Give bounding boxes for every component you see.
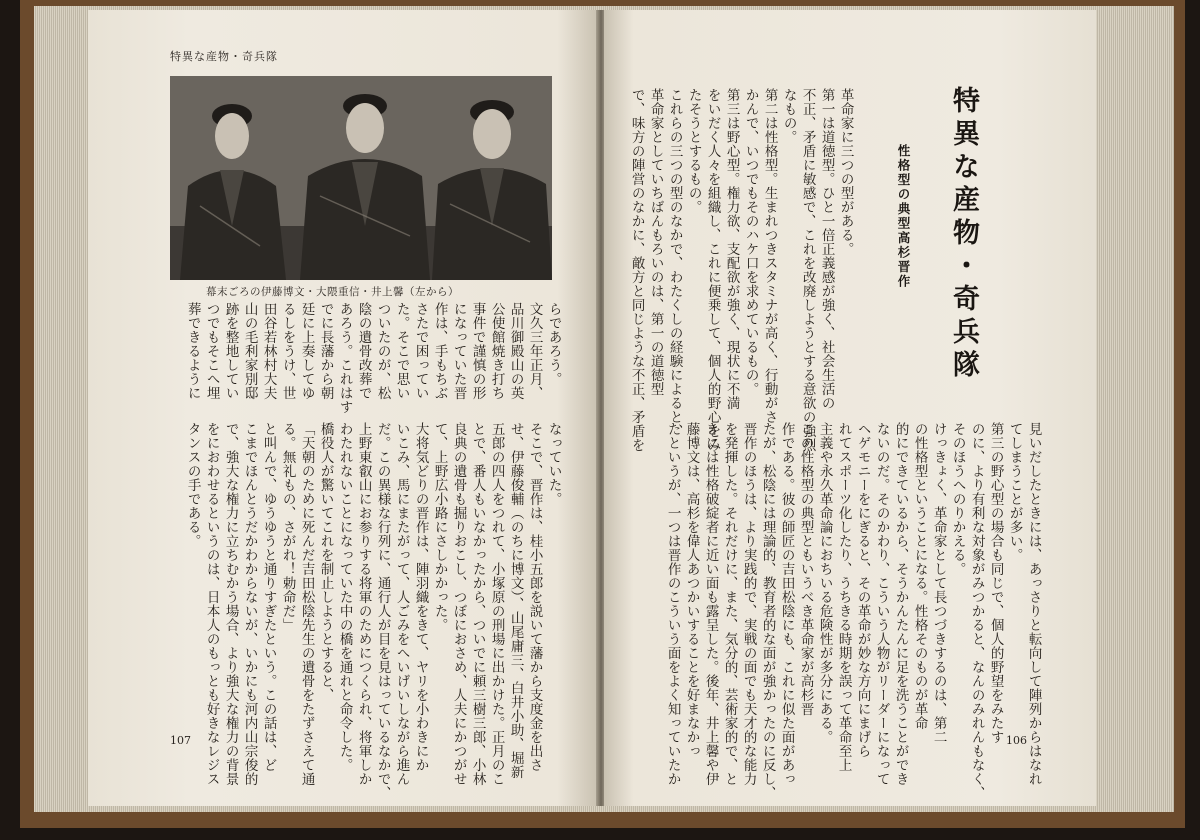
text-column: タンスの手である。 <box>184 422 201 548</box>
portrait-photo-image <box>170 76 552 280</box>
text-column: 葬できるように <box>184 302 201 400</box>
right-page <box>604 10 1096 806</box>
text-column: になっていた晋 <box>450 302 467 400</box>
text-column: 主義や永久革命論におちいる危険性が多分にある。 <box>816 422 833 744</box>
text-column: ないのだ。そのかわり、こういう人物がリーダーになって <box>873 422 890 786</box>
text-column: ついたのが、松 <box>374 302 391 400</box>
text-column: 大将気どりの晋作は、陣羽織をきて、ヤリを小わきにか <box>412 422 429 772</box>
text-column: とで、番人もいなかったから、ついでに頼三樹三郎、小林 <box>469 422 486 786</box>
text-column: たというが、一つは晋作のこういう面をよく知っていたか <box>664 422 681 786</box>
text-column: 第二は性格型。生まれつきスタミナが高く、行動がさ <box>761 88 778 424</box>
text-column: をにおわせるというのは、日本人のもっとも好きなレジス <box>203 422 220 786</box>
text-column: てしまうことが多い。 <box>1006 422 1023 562</box>
text-column: 文久三年正月、 <box>526 302 543 400</box>
chapter-title: 特異な産物・奇兵隊 <box>948 86 979 383</box>
text-column: なっていた。 <box>545 422 562 506</box>
text-column: らであろう。 <box>545 302 562 386</box>
text-column: 晋作のほうは、より実践的で、実戦の面でも天才的な能力 <box>740 422 757 786</box>
text-column: 跡を整地してい <box>222 302 239 400</box>
text-column: なもの。 <box>780 88 797 144</box>
text-column: をいだく人々を組織し、これに便乗して、個人的野心をみ <box>704 88 721 452</box>
text-column: 品川御殿山の英 <box>507 302 524 400</box>
text-column: で、強大な権力に立ちむかう場合、より強大な権力の背景 <box>222 422 239 786</box>
text-column: あろう。これはす <box>336 302 353 414</box>
text-column: で、味方の陣営のなかに、敵方と同じような不正、矛盾を <box>628 88 645 452</box>
text-column: た。そこで思い <box>393 302 410 400</box>
text-column: ヘゲモニーをにぎると、その革命が妙な方向にまげら <box>854 422 871 758</box>
text-column: たそうとするもの。 <box>685 88 702 214</box>
photo-caption: 幕末ごろの伊藤博文・大隈重信・井上馨（左から） <box>206 286 459 298</box>
text-column: 橋役人が驚いてこれを制止しようとすると、 <box>317 422 334 702</box>
text-column: 作は、手もちぶ <box>431 302 448 400</box>
text-column: るしをうけ、世 <box>279 302 296 400</box>
text-column: 陰の遺骨改葬で <box>355 302 372 400</box>
text-column: 藤博文は、高杉を偉人あつかいすることを好まなかっ <box>683 422 700 758</box>
text-column: この性格型の典型ともいうべき革命家が高杉晋 <box>797 422 814 716</box>
text-column: 革命家としていちばんもろいのは、第一の道徳型 <box>647 88 664 396</box>
text-column: れてスポーツ化したり、うちきる時期を誤って革命至上 <box>835 422 852 772</box>
text-column: つでもそこへ埋 <box>203 302 220 400</box>
page-number: 106 <box>1006 734 1027 747</box>
text-column: そのほうへのりかえる。 <box>949 422 966 576</box>
text-column: る。無礼もの、さがれ！勅命だ」 <box>279 422 296 632</box>
portrait-photo <box>170 76 552 280</box>
text-column: 「天朝のために死んだ吉田松陰先生の遺骨をたずさえて通 <box>298 422 315 786</box>
text-column: きには性格破綻者に近い面も露呈した。後年、井上馨や伊 <box>702 422 719 786</box>
text-column: せ、伊藤俊輔（のちに博文）、山尾庸三、白井小助、堀新 <box>507 422 524 780</box>
text-column: の性格型ということになる。性格そのものが革命 <box>911 422 928 730</box>
text-column: 作である。彼の師匠の吉田松陰にも、これに似た面があっ <box>778 422 795 786</box>
text-column: だ。この異様な行列に、通行人が目を見はっているなかで、 <box>374 422 391 800</box>
text-column: 的にできているから、そうかんたんに足を洗うことができ <box>892 422 909 786</box>
running-head: 特異な産物・奇兵隊 <box>170 50 278 63</box>
text-column: 上野東叡山にお参りする将軍のためにつくられ、将軍しか <box>355 422 372 786</box>
text-column: のに、より有利な対象がみつかると、なんのみれんもなく、 <box>968 422 985 800</box>
text-column: わたれないことになっていた中の橋を通れと命令した。 <box>336 422 353 772</box>
text-column: たが、松陰には理論的、教育者的な面が強かったのに反し、 <box>759 422 776 800</box>
text-column: これらの三つの型のなかで、わたくしの経験によると、 <box>666 88 683 438</box>
text-column: 革命家に三つの型がある。 <box>837 88 854 256</box>
text-column: 田谷若林村大夫 <box>260 302 277 400</box>
text-column: を発揮した。それだけに、また、気分的、芸術家的で、と <box>721 422 738 786</box>
text-column: でに長藩から朝 <box>317 302 334 400</box>
text-column: て、上野広小路にさしかかった。 <box>431 422 448 632</box>
text-column: かんで、いつでもそのハケ口を求めているもの。 <box>742 88 759 396</box>
text-column: 第三の野心型の場合も同じで、個人的野望をみたす <box>987 422 1004 744</box>
text-column: 廷に上奏してゆ <box>298 302 315 400</box>
text-column: さたで困ってい <box>412 302 429 400</box>
left-page <box>88 10 598 806</box>
text-column: と叫んで、ゆうゆうと通りすぎたという。この話は、ど <box>260 422 277 772</box>
text-column: 五郎の四人をつれて、小塚原の刑場に出かけた。正月のこ <box>488 422 505 786</box>
page-number: 107 <box>170 734 191 747</box>
text-column: 事件で謹慎の形 <box>469 302 486 400</box>
text-column: こまでほんとうだかわからないが、いかにも河内山宗俊的 <box>241 422 258 786</box>
text-column: 良典の遺骨も掘りおこし、つぼにおさめ、人夫にかつがせ <box>450 422 467 786</box>
section-subtitle: 性格型の典型高杉晋作 <box>896 144 911 289</box>
text-column: 不正、矛盾に敏感で、これを改廃しようとする意欲の強烈 <box>799 88 816 452</box>
text-column: けっきょく、革命家として長つづきするのは、第二 <box>930 422 947 744</box>
text-column: 第三は野心型。権力欲、支配欲が強く、現状に不満 <box>723 88 740 410</box>
text-column: 公使館焼き打ち <box>488 302 505 400</box>
text-column: 第一は道徳型。ひと一倍正義感が強く、社会生活の <box>818 88 835 410</box>
text-column: いこみ、馬にまたがって、人ごみをへいげいしながら進ん <box>393 422 410 786</box>
text-column: そこで、晋作は、桂小五郎を説いて藩から支度金を出さ <box>526 422 543 772</box>
text-column: 山の毛利家別邸 <box>241 302 258 400</box>
text-column: 見いだしたときには、あっさりと転向して陣列からはなれ <box>1025 422 1042 786</box>
